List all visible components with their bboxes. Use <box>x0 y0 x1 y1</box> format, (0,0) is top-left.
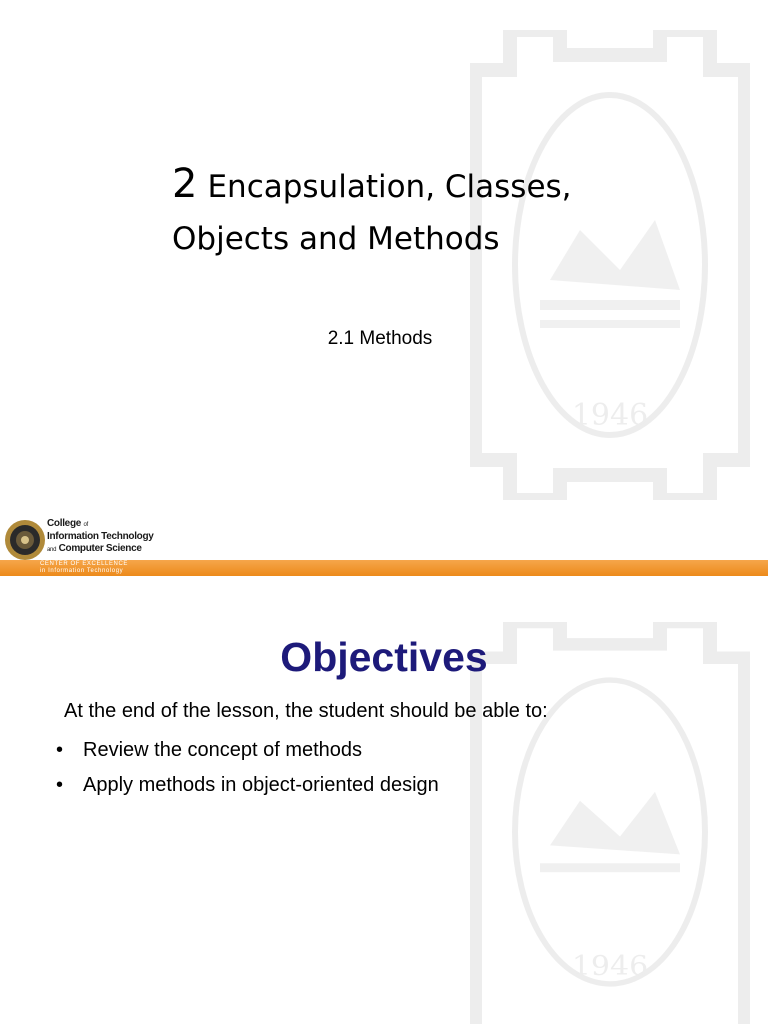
college-seal-logo <box>4 519 46 561</box>
slide-title <box>172 160 572 263</box>
title-line-2: Objects and Methods <box>172 221 500 257</box>
title-line-1: Encapsulation, Classes, <box>207 169 572 205</box>
in-it-label: in Information Technology <box>40 568 124 574</box>
slide-subtitle: 2.1 Methods <box>327 328 433 349</box>
university-seal-watermark-2 <box>470 622 750 1024</box>
bullet-icon: • <box>56 739 64 761</box>
college-line-3-prefix: and <box>47 547 57 553</box>
college-line-1-suffix: of <box>83 522 88 528</box>
watermark-year: 1946 <box>571 398 649 433</box>
bullet-icon: • <box>56 774 64 796</box>
center-of-excellence-label: CENTER OF EXCELLENCE <box>40 561 129 567</box>
objectives-list <box>56 733 439 803</box>
objectives-heading: Objectives <box>280 634 488 680</box>
college-line-3: Computer Science <box>58 543 142 554</box>
college-line-1: College <box>47 518 82 529</box>
watermark-year-2: 1946 <box>571 950 649 982</box>
university-seal-watermark <box>470 30 750 500</box>
list-item <box>56 733 439 768</box>
chapter-number: 2 <box>172 161 198 207</box>
objectives-intro: At the end of the lesson, the student should be able to: <box>64 700 548 722</box>
college-name <box>47 518 154 556</box>
footer-bar-text <box>40 561 128 575</box>
list-item <box>56 768 439 803</box>
bullet-text-2: Apply methods in object-oriented design <box>83 774 439 796</box>
bullet-text-1: Review the concept of methods <box>83 739 363 761</box>
objectives-slide <box>0 512 768 1024</box>
college-line-2: Information Technology <box>47 531 154 542</box>
